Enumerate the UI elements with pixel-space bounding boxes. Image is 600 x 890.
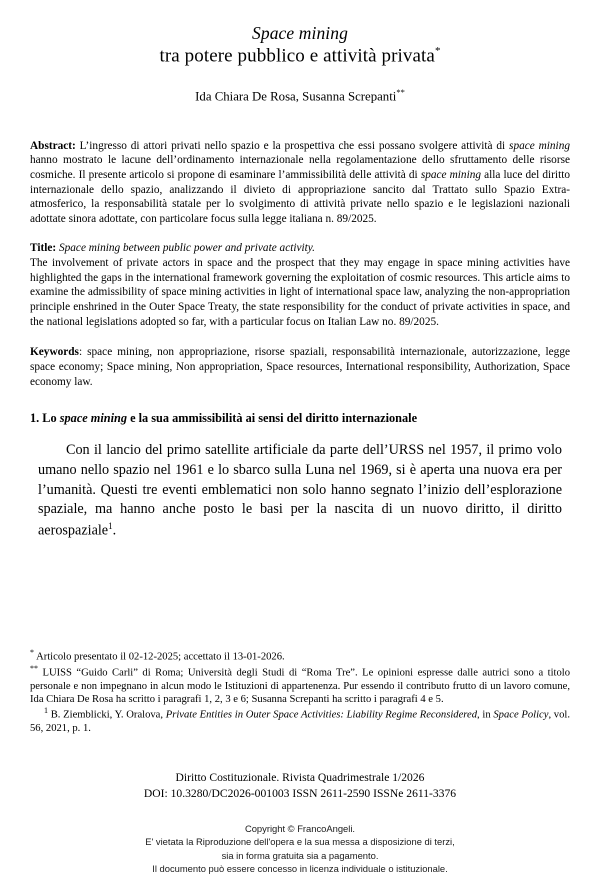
- paper-title-line-2-text: tra potere pubblico e attività privata: [159, 45, 435, 67]
- abstract-label: Abstract: [30, 139, 73, 152]
- paper-title-line-1: Space mining: [252, 23, 348, 43]
- section-number: 1. Lo: [30, 411, 60, 426]
- footnote-1-italic-2: Space Policy: [493, 709, 549, 721]
- journal-name-line: Diritto Costituzionale. Rivista Quadrimestrale 1/2026: [175, 771, 425, 784]
- authors-names: Ida Chiara De Rosa, Susanna Screpanti: [195, 89, 397, 104]
- footnote-doublestar-text: LUISS “Guido Carli” di Roma; Università degli Studi di “Roma Tre”. Le opinioni espresse dalle autrici sono a titolo personale e non impegnano in alcun modo le Istituzioni di appartenenza. Pur essendo il contributo frutto di un lavoro comune, Ida Chiara De Rosa ha scritto i paragrafi 1, 2, 3 e 6; Susanna Screpanti ha scritto i paragrafi 4 e 5.: [30, 667, 570, 705]
- footnote-1-text-3: , vol. 56, 2021, p. 1.: [30, 709, 570, 734]
- section-rest: e la sua ammissibilità ai sensi del diritto internazionale: [127, 411, 418, 426]
- footnote-1: [30, 706, 570, 735]
- keywords-value: : space mining, non appropriazione, risorse spaziali, responsabilità internazionale, autorizzazione, legge space economy; Space mining, Non appropriation, Space resources, International responsibility, Authorization, Space economy law.: [30, 346, 570, 388]
- abstract-label-separator: :: [72, 139, 76, 152]
- footnotes-block: [30, 648, 570, 735]
- english-title-value: Space mining between public power and private activity.: [56, 242, 315, 255]
- keywords-paragraph: [30, 345, 570, 389]
- footnote-doublestar: [30, 664, 570, 706]
- english-title-label: Title:: [30, 242, 57, 255]
- footnote-1-marker: 1: [44, 706, 48, 716]
- section-italic-term: space mining: [59, 411, 128, 426]
- copyright-line-4: Il documento può essere concesso in licenza individuale o istituzionale.: [152, 863, 448, 875]
- footnote-1-text-2: , in: [477, 709, 494, 721]
- authors-footnote-marker: **: [396, 87, 405, 98]
- abstract-text-2: hanno mostrato le lacune dell’ordinamento internazionale nella regolamentazione dello sfruttamento delle risorse cosmiche. Il presente articolo si propone di esaminare l’ammissibilità delle attività di: [30, 154, 570, 181]
- section-heading-wrapper: [30, 411, 570, 427]
- copyright-line-2: E' vietata la Riproduzione dell'opera e la sua messa a disposizione di terzi,: [145, 836, 455, 848]
- copyright-block: [0, 822, 600, 875]
- footnote-star-marker: *: [30, 648, 34, 657]
- english-title-line: [30, 241, 570, 256]
- footnote-doublestar-marker: **: [30, 663, 38, 673]
- english-abstract-block: [30, 241, 570, 329]
- footnote-1-text-1: B. Ziemblicki, Y. Oralova,: [48, 709, 166, 721]
- footnote-1-italic-1: Private Entities in Outer Space Activities: Liability Regime Reconsidered: [165, 709, 478, 721]
- journal-doi-issn-line: DOI: 10.3280/DC2026-001003 ISSN 2611-2590 ISSNe 2611-3376: [143, 786, 457, 800]
- section-heading-1: [30, 411, 570, 427]
- body-footnote-ref-1: 1: [108, 520, 113, 531]
- paper-title-line-2: [0, 44, 600, 69]
- footnote-star-text: Articolo presentato il 02-12-2025; accettato il 13-01-2026.: [34, 651, 285, 663]
- abstract-italic-1: space mining: [509, 139, 570, 152]
- copyright-line-1: Copyright © FrancoAngeli.: [244, 823, 356, 834]
- journal-footer: [0, 770, 600, 801]
- title-footnote-marker: *: [434, 45, 441, 58]
- body-block: [38, 441, 562, 541]
- keywords-label: Keywords: [30, 346, 79, 359]
- keywords-block: [30, 345, 570, 389]
- copyright-line-3: sia in forma gratuita sia a pagamento.: [221, 849, 379, 861]
- footnote-star: [30, 648, 570, 664]
- body-paragraph-1: [38, 441, 562, 541]
- body-paragraph-1-end: .: [112, 522, 117, 539]
- authors-line: [0, 87, 600, 104]
- abstract-text-1: L’ingresso di attori privati nello spazio e la prospettiva che essi possano svolgere attività di: [75, 139, 510, 152]
- body-paragraph-1-text: Con il lancio del primo satellite artificiale da parte dell’URSS nel 1957, il primo volo umano nello spazio nel 1961 e lo sbarco sulla Luna nel 1969, si è aperta una nuova era per l’umanità. Questi tre eventi emblematici non solo hanno segnato l’inizio dell’esplorazione spaziale, ma hanno anche posto le basi per la nascita di un nuovo diritto, il diritto aerospaziale: [38, 442, 562, 539]
- title-block: [0, 0, 600, 69]
- english-abstract-paragraph: The involvement of private actors in space and the prospect that they may engage in space mining activities have highlighted the gaps in the international framework governing the exploitation of cosmic resources. This article aims to examine the admissibility of space mining activities in light of international space law, analyzing the non-appropriation principle enshrined in the Outer Space Treaty, the state responsibility for the conduct of private activities in space, and the national legislations adopted so far, with a particular focus on Italian Law no. 89/2025.: [30, 257, 570, 328]
- abstract-text-3: alla luce del diritto internazionale dello spazio, analizzando il divieto di appropriazione sancito dal Trattato sullo Spazio Extra-atmosferico, la responsabilità statale per lo svolgimento di attività private nello spazio e le legislazioni nazionali adottate sinora adottate, con particolare focus sulla legge italiana n. 89/2025.: [30, 168, 570, 225]
- abstract-paragraph: [30, 139, 570, 227]
- abstract-block: [30, 139, 570, 227]
- abstract-italic-2: space mining: [420, 168, 482, 181]
